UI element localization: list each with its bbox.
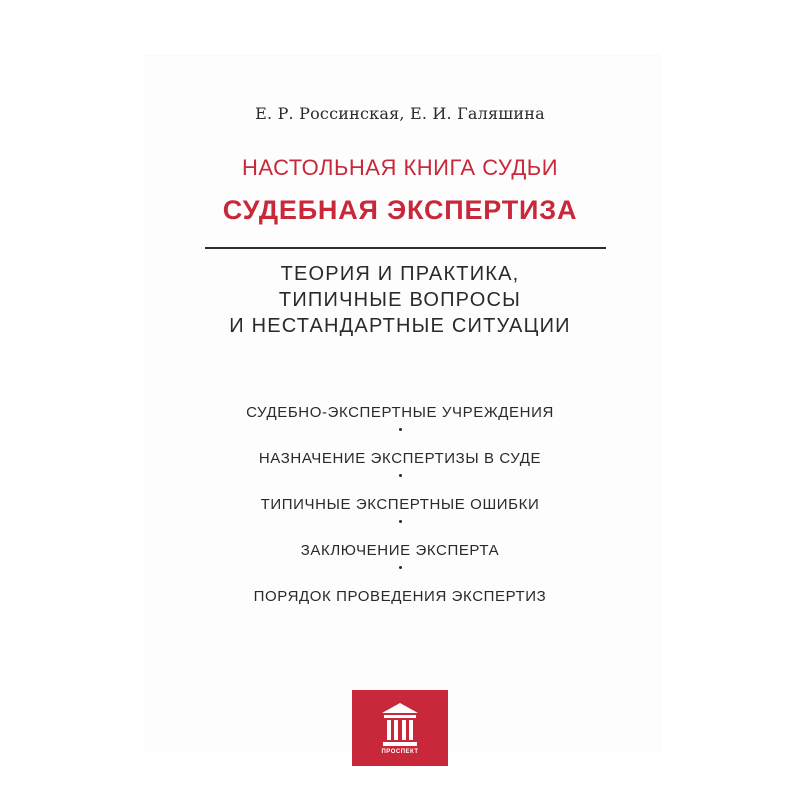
- topic-item: СУДЕБНО-ЭКСПЕРТНЫЕ УЧРЕЖДЕНИЯ: [246, 404, 554, 421]
- subtitle-line: ТИПИЧНЫЕ ВОПРОСЫ: [278, 289, 522, 311]
- book-subtitle: [0, 261, 800, 339]
- bullet-dot-icon: [399, 566, 402, 569]
- publisher-logo: [352, 690, 448, 766]
- topics-list: [0, 402, 800, 608]
- topic-item: ПОРЯДОК ПРОВЕДЕНИЯ ЭКСПЕРТИЗ: [253, 588, 547, 605]
- bullet-dot-icon: [399, 474, 402, 477]
- bullet-dot-icon: [399, 520, 402, 523]
- bullet-dot-icon: [399, 428, 402, 431]
- topic-item: ЗАКЛЮЧЕНИЕ ЭКСПЕРТА: [300, 542, 500, 559]
- topic-item: ТИПИЧНЫЕ ЭКСПЕРТНЫЕ ОШИБКИ: [260, 496, 540, 513]
- book-series: НАСТОЛЬНАЯ КНИГА СУДЬИ: [241, 155, 559, 180]
- book-authors: Е. Р. Россинская, Е. И. Галяшина: [255, 104, 545, 123]
- publisher-name: ПРОСПЕКТ: [381, 749, 419, 755]
- building-icon: [380, 701, 420, 747]
- subtitle-line: И НЕСТАНДАРТНЫЕ СИТУАЦИИ: [229, 315, 571, 337]
- topic-item: НАЗНАЧЕНИЕ ЭКСПЕРТИЗЫ В СУДЕ: [258, 450, 542, 467]
- title-divider: [205, 247, 606, 249]
- book-title: СУДЕБНАЯ ЭКСПЕРТИЗА: [222, 195, 578, 225]
- subtitle-line: ТЕОРИЯ И ПРАКТИКА,: [280, 263, 520, 285]
